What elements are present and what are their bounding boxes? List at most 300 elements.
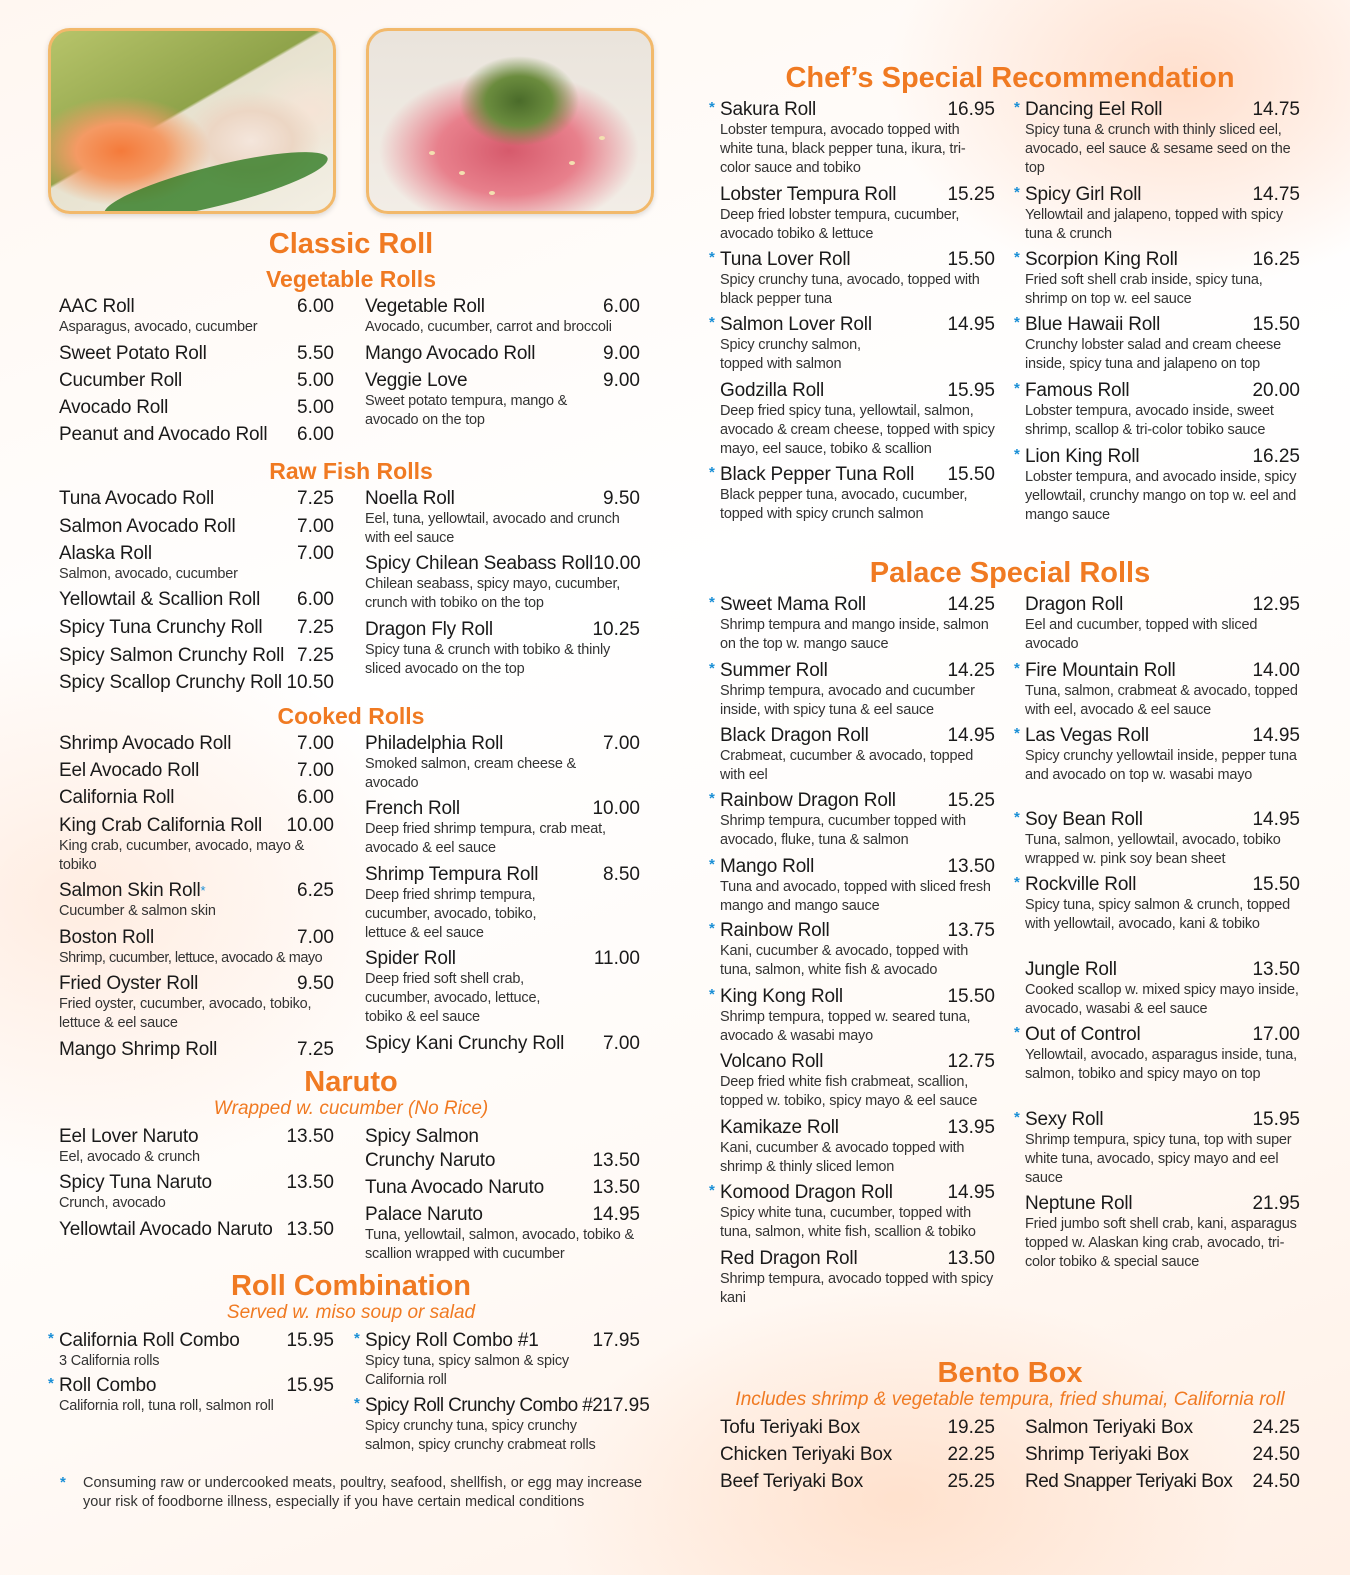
item-price: 7.25 xyxy=(297,617,334,638)
item-desc: Sweet potato tempura, mango & avocado on the top xyxy=(365,393,568,428)
item-name: Kamikaze Roll xyxy=(720,1117,839,1138)
item-name: Yellowtail Avocado Naruto xyxy=(59,1219,273,1240)
item-price: 14.75 xyxy=(1252,99,1300,120)
item-price: 10.00 xyxy=(286,815,334,836)
item-price: 14.25 xyxy=(947,660,995,681)
menu-item xyxy=(365,1126,640,1148)
menu-item xyxy=(1014,99,1300,178)
menu-item xyxy=(365,619,640,679)
item-desc: Spicy crunchy salmon, topped with salmon xyxy=(720,337,861,372)
menu-item xyxy=(59,543,334,584)
item-name: Spicy Salmon xyxy=(365,1126,479,1147)
item-price: 10.00 xyxy=(592,798,640,819)
item-price: 15.50 xyxy=(947,249,995,270)
item-name: Palace Naruto xyxy=(365,1204,483,1225)
sesame-seed xyxy=(459,171,465,175)
item-price: 14.95 xyxy=(592,1204,640,1225)
item-desc: Deep fried lobster tempura, cucumber, avocado tobiko & lettuce xyxy=(720,207,960,242)
asterisk-icon: * xyxy=(709,1182,715,1199)
item-price: 7.25 xyxy=(297,1039,334,1060)
item-desc: Shrimp tempura and mango inside, salmon on the top w. mango sauce xyxy=(720,617,989,652)
item-desc: Tuna and avocado, topped with sliced fresh mango and mango sauce xyxy=(720,879,991,914)
item-desc: Kani, cucumber & avocado, topped with tuna, salmon, white fish & avocado xyxy=(720,943,969,978)
seared-tuna-photo xyxy=(366,28,654,214)
asterisk-icon: * xyxy=(1014,1109,1020,1126)
item-desc: King crab, cucumber, avocado, mayo & tobiko xyxy=(59,838,305,873)
menu-item xyxy=(720,184,995,244)
menu-item xyxy=(1025,1471,1300,1493)
item-desc: Kani, cucumber & avocado topped with shrimp & thinly sliced lemon xyxy=(720,1140,965,1175)
item-desc: Lobster tempura, avocado inside, sweet shrimp, scallop & tri-color tobiko sauce xyxy=(1025,403,1274,438)
menu-item xyxy=(365,798,640,858)
item-price: 5.00 xyxy=(297,397,334,418)
menu-item xyxy=(48,1375,334,1416)
menu-item xyxy=(1025,1193,1300,1272)
item-desc: Avocado, cucumber, carrot and broccoli xyxy=(365,319,612,335)
item-price: 13.50 xyxy=(947,856,995,877)
item-price: 15.50 xyxy=(947,986,995,1007)
menu-item xyxy=(720,725,995,785)
asterisk-icon: * xyxy=(1014,446,1020,463)
item-price: 15.95 xyxy=(1252,1109,1300,1130)
item-name: Eel Lover Naruto xyxy=(59,1126,199,1147)
asterisk-icon: * xyxy=(1014,99,1020,116)
menu-item xyxy=(59,296,334,337)
menu-item xyxy=(59,733,334,755)
item-desc: Crunchy lobster salad and cream cheese inside, spicy tuna and jalapeno on top xyxy=(1025,337,1281,372)
item-name: Shrimp Teriyaki Box xyxy=(1025,1444,1189,1465)
item-price: 6.25 xyxy=(297,880,334,901)
item-name: Shrimp Avocado Roll xyxy=(59,733,232,754)
item-desc: Tuna, salmon, yellowtail, avocado, tobiko wrapped w. pink soy bean sheet xyxy=(1025,832,1281,867)
item-name: Spicy Kani Crunchy Roll xyxy=(365,1033,565,1054)
menu-item xyxy=(1025,1444,1300,1466)
item-name: Spicy Tuna Crunchy Roll xyxy=(59,617,263,638)
item-desc: Deep fried shrimp tempura, cucumber, avocado, tobiko, lettuce & eel sauce xyxy=(365,887,537,941)
menu-item xyxy=(59,787,334,809)
menu-item xyxy=(365,1033,640,1055)
item-name: Vegetable Roll xyxy=(365,296,485,317)
item-name: Spicy Chilean Seabass Roll xyxy=(365,553,594,574)
item-name: Spicy Roll Crunchy Combo #2 xyxy=(365,1395,603,1416)
sesame-seed xyxy=(599,136,605,140)
item-price: 13.50 xyxy=(592,1150,640,1171)
item-price: 21.95 xyxy=(1252,1193,1300,1214)
item-price: 10.00 xyxy=(593,553,641,574)
asterisk-icon: * xyxy=(48,1330,54,1347)
menu-item xyxy=(709,249,995,309)
item-desc: Spicy tuna, spicy salmon & spicy California roll xyxy=(365,1353,569,1388)
menu-item xyxy=(59,1126,334,1167)
menu-item xyxy=(709,856,995,916)
item-price: 22.25 xyxy=(947,1444,995,1465)
item-price: 7.00 xyxy=(297,927,334,948)
item-price: 15.25 xyxy=(947,184,995,205)
asterisk-icon: * xyxy=(1014,725,1020,742)
asterisk-icon: * xyxy=(1014,380,1020,397)
item-name: Out of Control xyxy=(1025,1024,1141,1045)
item-price: 6.00 xyxy=(297,787,334,808)
menu-item xyxy=(1014,249,1300,309)
item-price: 7.00 xyxy=(297,733,334,754)
item-desc: Spicy crunchy tuna, avocado, topped with black pepper tuna xyxy=(720,272,980,307)
menu-item xyxy=(365,296,640,337)
sesame-seed xyxy=(429,151,435,155)
palace-special-title: Palace Special Rolls xyxy=(869,557,1151,589)
menu-item xyxy=(720,1248,995,1308)
menu-item xyxy=(1025,1417,1300,1439)
menu-item xyxy=(59,645,334,667)
item-name: Lobster Tempura Roll xyxy=(720,184,897,205)
item-name xyxy=(59,880,205,902)
item-name: Salmon Teriyaki Box xyxy=(1025,1417,1193,1438)
item-name: Spicy Roll Combo #1 xyxy=(365,1330,539,1351)
item-price: 15.95 xyxy=(947,380,995,401)
item-name: Noella Roll xyxy=(365,488,455,509)
item-name: Crunchy Naruto xyxy=(365,1150,496,1171)
item-price: 7.25 xyxy=(297,488,334,509)
asterisk-icon: * xyxy=(709,464,715,481)
menu-item xyxy=(59,370,334,392)
cooked-rolls-title: Cooked Rolls xyxy=(277,703,425,729)
item-desc: Shrimp tempura, avocado topped with spicy kani xyxy=(720,1271,994,1306)
item-name: Sweet Potato Roll xyxy=(59,343,207,364)
item-price: 25.25 xyxy=(947,1471,995,1492)
asterisk-icon: * xyxy=(354,1330,360,1347)
item-name: Scorpion King Roll xyxy=(1025,249,1178,270)
item-desc: Eel, avocado & crunch xyxy=(59,1149,200,1165)
item-price: 9.00 xyxy=(603,370,640,391)
menu-item xyxy=(59,973,334,1033)
asterisk-icon: * xyxy=(1014,184,1020,201)
item-desc: Shrimp tempura, topped w. seared tuna, avocado & wasabi mayo xyxy=(720,1009,971,1044)
item-desc: Fried jumbo soft shell crab, kani, asparagus topped w. Alaskan king crab, avocado, tri-color tobiko & special sauce xyxy=(1025,1216,1297,1270)
bento-box-title: Bento Box xyxy=(937,1357,1083,1389)
item-price: 10.50 xyxy=(286,672,334,693)
asterisk-icon: * xyxy=(60,1474,66,1491)
item-price: 10.25 xyxy=(592,619,640,640)
menu-item xyxy=(59,589,334,611)
leaf-garnish xyxy=(100,139,333,214)
sesame-seed xyxy=(569,161,575,165)
item-name: Salmon Avocado Roll xyxy=(59,516,236,537)
menu-item xyxy=(59,880,334,921)
menu-item xyxy=(1025,594,1300,654)
item-price: 16.25 xyxy=(1252,446,1300,467)
item-name: Cucumber Roll xyxy=(59,370,183,391)
item-name: French Roll xyxy=(365,798,460,819)
item-name: Dancing Eel Roll xyxy=(1025,99,1163,120)
asterisk-icon: * xyxy=(1014,874,1020,891)
item-price: 15.50 xyxy=(1252,314,1300,335)
item-price: 19.25 xyxy=(947,1417,995,1438)
item-desc: Spicy white tuna, cucumber, topped with tuna, salmon, white fish, scallion & tobiko xyxy=(720,1205,976,1240)
sesame-seed xyxy=(489,191,495,195)
menu-item xyxy=(709,464,995,524)
item-desc: Cooked scallop w. mixed spicy mayo inside, avocado, wasabi & eel sauce xyxy=(1025,982,1299,1017)
item-price: 15.50 xyxy=(947,464,995,485)
asterisk-icon: * xyxy=(200,883,206,898)
item-price: 9.50 xyxy=(603,488,640,509)
item-desc: Lobster tempura, and avocado inside, spicy yellowtail, crunchy mango on top w. eel and mango sauce xyxy=(1025,469,1297,523)
item-price: 6.00 xyxy=(297,589,334,610)
item-desc: Cucumber & salmon skin xyxy=(59,903,216,919)
asterisk-icon: * xyxy=(1014,660,1020,677)
item-name: Famous Roll xyxy=(1025,380,1130,401)
item-name: Volcano Roll xyxy=(720,1051,824,1072)
item-name: Yellowtail & Scallion Roll xyxy=(59,589,261,610)
item-desc: Yellowtail and jalapeno, topped with spicy tuna & crunch xyxy=(1025,207,1283,242)
item-name: Fire Mountain Roll xyxy=(1025,660,1176,681)
menu-item xyxy=(59,1219,334,1241)
item-price: 8.50 xyxy=(603,864,640,885)
item-name: Spicy Tuna Naruto xyxy=(59,1172,212,1193)
item-desc: Eel and cucumber, topped with sliced avocado xyxy=(1025,617,1258,652)
roll-combination-note: Served w. miso soup or salad xyxy=(226,1302,476,1323)
item-price: 6.00 xyxy=(603,296,640,317)
item-name: Mango Avocado Roll xyxy=(365,343,536,364)
item-name: Godzilla Roll xyxy=(720,380,825,401)
item-name: Sakura Roll xyxy=(720,99,817,120)
menu-item xyxy=(1014,874,1300,934)
menu-item xyxy=(709,99,995,178)
item-price: 14.95 xyxy=(1252,725,1300,746)
menu-item xyxy=(365,343,640,365)
item-name: Las Vegas Roll xyxy=(1025,725,1149,746)
asterisk-icon: * xyxy=(709,790,715,807)
menu-item xyxy=(59,343,334,365)
item-desc: California roll, tuna roll, salmon roll xyxy=(59,1398,274,1414)
item-price: 24.50 xyxy=(1252,1444,1300,1465)
item-price: 16.25 xyxy=(1252,249,1300,270)
roll-combination-title: Roll Combination xyxy=(230,1270,472,1302)
item-price: 15.95 xyxy=(286,1330,334,1351)
item-price: 14.95 xyxy=(947,314,995,335)
menu-item xyxy=(59,815,334,875)
item-price: 7.00 xyxy=(603,1033,640,1054)
menu-item xyxy=(1025,959,1300,1019)
item-desc: Spicy crunchy yellowtail inside, pepper tuna and avocado on top w. wasabi mayo xyxy=(1025,748,1297,783)
menu-item xyxy=(720,1417,995,1439)
asterisk-icon: * xyxy=(48,1375,54,1392)
vegetable-rolls-title: Vegetable Rolls xyxy=(265,266,436,292)
menu-item xyxy=(59,927,334,968)
menu-item xyxy=(720,1444,995,1466)
item-desc: Tuna, yellowtail, salmon, avocado, tobiko & scallion wrapped with cucumber xyxy=(365,1227,634,1262)
item-price: 7.00 xyxy=(603,733,640,754)
item-name: Black Pepper Tuna Roll xyxy=(720,464,915,485)
menu-item xyxy=(365,733,640,793)
asterisk-icon: * xyxy=(709,594,715,611)
item-price: 5.50 xyxy=(297,343,334,364)
item-price: 15.95 xyxy=(286,1375,334,1396)
asterisk-icon: * xyxy=(354,1395,360,1412)
item-desc: Spicy tuna & crunch with tobiko & thinly sliced avocado on the top xyxy=(365,642,611,677)
item-name: Peanut and Avocado Roll xyxy=(59,424,268,445)
menu-item xyxy=(365,553,640,613)
item-desc: Crunch, avocado xyxy=(59,1195,166,1211)
item-desc: Lobster tempura, avocado topped with white tuna, black pepper tuna, ikura, tri-color sauce and tobiko xyxy=(720,122,966,176)
menu-item xyxy=(720,1471,995,1493)
item-name: Rockville Roll xyxy=(1025,874,1137,895)
item-name: Neptune Roll xyxy=(1025,1193,1133,1214)
item-name: AAC Roll xyxy=(59,296,135,317)
health-disclaimer xyxy=(60,1474,660,1512)
item-desc: Deep fried spicy tuna, yellowtail, salmon, avocado & cream cheese, topped with spicy mayo, eel sauce, tobiko & scallion xyxy=(720,403,995,457)
item-name: King Kong Roll xyxy=(720,986,843,1007)
item-price: 7.25 xyxy=(297,645,334,666)
menu-item xyxy=(59,617,334,639)
menu-item xyxy=(709,314,995,374)
menu-item xyxy=(365,1204,640,1264)
item-desc: Spicy tuna, spicy salmon & crunch, topped with yellowtail, avocado, kani & tobiko xyxy=(1025,897,1291,932)
asterisk-icon: * xyxy=(1014,809,1020,826)
item-name: Sexy Roll xyxy=(1025,1109,1104,1130)
menu-item xyxy=(59,672,334,694)
classic-roll-title: Classic Roll xyxy=(268,228,434,260)
menu-item xyxy=(354,1395,650,1455)
asterisk-icon: * xyxy=(1014,314,1020,331)
item-price: 14.95 xyxy=(1252,809,1300,830)
item-price: 24.25 xyxy=(1252,1417,1300,1438)
item-price: 13.50 xyxy=(286,1172,334,1193)
item-name: Roll Combo xyxy=(59,1375,157,1396)
item-name: Philadelphia Roll xyxy=(365,733,504,754)
menu-item xyxy=(365,370,640,430)
item-price: 15.50 xyxy=(1252,874,1300,895)
asterisk-icon: * xyxy=(709,249,715,266)
disclaimer-text: Consuming raw or undercooked meats, poultry, seafood, shellfish, or egg may increase your risk of foodborne illness, especially if you have certain medical conditions xyxy=(83,1475,643,1510)
item-name: Chicken Teriyaki Box xyxy=(720,1444,893,1465)
menu-item xyxy=(709,1182,995,1242)
item-price: 12.75 xyxy=(947,1051,995,1072)
item-price: 7.00 xyxy=(297,516,334,537)
item-name: Tofu Teriyaki Box xyxy=(720,1417,860,1438)
item-desc: Asparagus, avocado, cucumber xyxy=(59,319,258,335)
menu-item xyxy=(709,790,995,850)
item-price: 13.50 xyxy=(1252,959,1300,980)
item-name: California Roll xyxy=(59,787,175,808)
menu-item xyxy=(59,488,334,510)
item-price: 12.95 xyxy=(1252,594,1300,615)
item-desc: Tuna, salmon, crabmeat & avocado, topped with eel, avocado & eel sauce xyxy=(1025,683,1298,718)
item-desc: Deep fried shrimp tempura, crab meat, avocado & eel sauce xyxy=(365,821,606,856)
item-price: 13.95 xyxy=(947,1117,995,1138)
item-name: Shrimp Tempura Roll xyxy=(365,864,539,885)
item-name: Lion King Roll xyxy=(1025,446,1140,467)
item-price: 17.95 xyxy=(592,1330,640,1351)
menu-item xyxy=(59,397,334,419)
asterisk-icon: * xyxy=(709,99,715,116)
naruto-note: Wrapped w. cucumber (No Rice) xyxy=(213,1098,489,1119)
item-name: Rainbow Roll xyxy=(720,920,830,941)
item-price: 5.00 xyxy=(297,370,334,391)
item-name: Dragon Fly Roll xyxy=(365,619,493,640)
menu-item xyxy=(365,1150,640,1172)
menu-item xyxy=(1014,1109,1300,1188)
item-price: 15.25 xyxy=(947,790,995,811)
menu-item xyxy=(1014,660,1300,720)
item-desc: Spicy crunchy tuna, spicy crunchy salmon, spicy crunchy crabmeat rolls xyxy=(365,1418,596,1453)
menu-item xyxy=(365,864,640,943)
item-desc: Salmon, avocado, cucumber xyxy=(59,566,238,582)
item-price: 11.00 xyxy=(593,948,640,969)
item-name: Summer Roll xyxy=(720,660,828,681)
item-price: 14.75 xyxy=(1252,184,1300,205)
menu-item xyxy=(365,948,640,1027)
item-name: Tuna Avocado Naruto xyxy=(365,1177,544,1198)
item-desc: Black pepper tuna, avocado, cucumber, topped with spicy crunch salmon xyxy=(720,487,968,522)
item-name: Red Dragon Roll xyxy=(720,1248,858,1269)
item-name: Red Snapper Teriyaki Box xyxy=(1025,1471,1233,1492)
item-price: 7.00 xyxy=(297,760,334,781)
item-price: 17.95 xyxy=(602,1395,650,1416)
asterisk-icon: * xyxy=(1014,249,1020,266)
item-price: 13.50 xyxy=(286,1126,334,1147)
item-desc: Eel, tuna, yellowtail, avocado and crunch with eel sauce xyxy=(365,511,620,546)
item-name: Sweet Mama Roll xyxy=(720,594,866,615)
item-price: 13.50 xyxy=(947,1248,995,1269)
menu-item xyxy=(720,1117,995,1177)
item-name: Black Dragon Roll xyxy=(720,725,869,746)
item-desc: Deep fried soft shell crab, cucumber, avocado, lettuce, tobiko & eel sauce xyxy=(365,971,541,1025)
item-desc: Shrimp, cucumber, lettuce, avocado & mayo xyxy=(59,950,323,966)
item-price: 20.00 xyxy=(1252,380,1300,401)
item-desc: Spicy tuna & crunch with thinly sliced eel, avocado, eel sauce & sesame seed on the top xyxy=(1025,122,1291,176)
menu-item xyxy=(709,594,995,654)
asterisk-icon: * xyxy=(709,856,715,873)
item-name: Dragon Roll xyxy=(1025,594,1124,615)
menu-item xyxy=(1014,380,1300,440)
asterisk-icon: * xyxy=(709,920,715,937)
menu-item xyxy=(59,1172,334,1213)
item-price: 14.00 xyxy=(1252,660,1300,681)
item-desc: Deep fried white fish crabmeat, scallion, topped w. tobiko, spicy mayo & eel sauce xyxy=(720,1074,978,1109)
item-desc: Fried oyster, cucumber, avocado, tobiko, lettuce & eel sauce xyxy=(59,996,312,1031)
menu-item xyxy=(709,920,995,980)
item-name: Mango Shrimp Roll xyxy=(59,1039,218,1060)
menu-item xyxy=(354,1330,640,1390)
item-name: Salmon Lover Roll xyxy=(720,314,872,335)
item-name: Blue Hawaii Roll xyxy=(1025,314,1161,335)
menu-item xyxy=(59,1039,334,1061)
menu-item xyxy=(59,516,334,538)
item-desc: Crabmeat, cucumber & avocado, topped with eel xyxy=(720,748,974,783)
menu-item xyxy=(1014,1024,1300,1084)
item-price: 14.25 xyxy=(947,594,995,615)
item-name: Jungle Roll xyxy=(1025,959,1117,980)
chefs-special-title: Chef’s Special Recommendation xyxy=(785,62,1235,94)
menu-item xyxy=(1014,314,1300,374)
item-name: Beef Teriyaki Box xyxy=(720,1471,864,1492)
asterisk-icon: * xyxy=(709,314,715,331)
item-name: Rainbow Dragon Roll xyxy=(720,790,896,811)
item-price: 17.00 xyxy=(1252,1024,1300,1045)
item-name: Mango Roll xyxy=(720,856,815,877)
asterisk-icon: * xyxy=(709,660,715,677)
item-price: 13.50 xyxy=(592,1177,640,1198)
item-desc: Fried soft shell crab inside, spicy tuna, shrimp on top w. eel sauce xyxy=(1025,272,1263,307)
item-name: Spicy Girl Roll xyxy=(1025,184,1142,205)
item-name: Tuna Avocado Roll xyxy=(59,488,215,509)
item-price: 24.50 xyxy=(1252,1471,1300,1492)
item-price: 14.95 xyxy=(947,1182,995,1203)
item-price: 9.00 xyxy=(603,343,640,364)
menu-item xyxy=(1014,809,1300,869)
item-name: Tuna Lover Roll xyxy=(720,249,851,270)
item-price: 13.75 xyxy=(947,920,995,941)
menu-item xyxy=(1014,184,1300,244)
